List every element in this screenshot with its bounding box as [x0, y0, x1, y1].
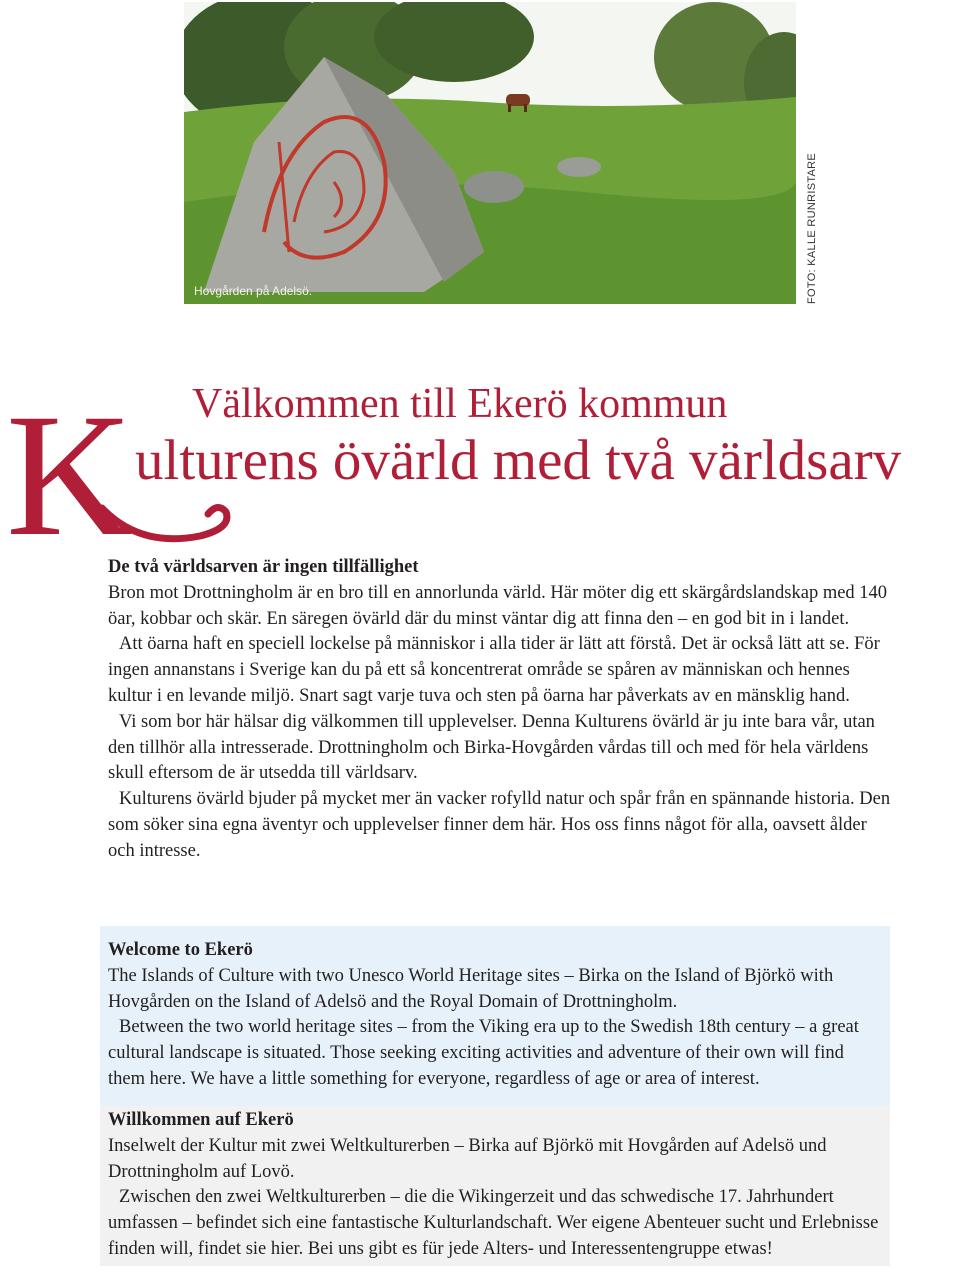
german-heading: Willkommen auf Ekerö	[108, 1110, 294, 1130]
swedish-paragraph: Att öarna haft en speciell lockelse på människor i alla tider är lätt att förstå. Det är också lätt att se. För ingen annanstans i Sverige kan du på ett så koncentrerat område se spåren av människan och hennes kultur i en levande miljö. Snart sagt varje tuva och sten på öarna har påverkats av en mänsklig hand.	[108, 634, 880, 706]
runestone-landscape-image	[184, 2, 796, 304]
photo-credit: FOTO: KALLE RUNRISTARE	[806, 152, 818, 304]
swedish-paragraph: Bron mot Drottningholm är en bro till en annorlunda värld. Här möter dig ett skärgårdslandskap med 140 öar, kobbar och skär. En säregen övärld där du minst väntar dig att finna den – en god bit in i landet.	[108, 582, 888, 629]
german-paragraph: Inselwelt der Kultur mit zwei Weltkulturerben – Birka auf Björkö mit Hovgården auf Adelsö und Drottningholm auf Lovö.	[108, 1135, 827, 1182]
swedish-heading: De två världsarven är ingen tillfällighet	[108, 557, 419, 577]
english-paragraph: The Islands of Culture with two Unesco World Heritage sites – Birka on the Island of Björkö with Hovgården on the Island of Adelsö and the Royal Domain of Drottningholm.	[108, 965, 834, 1012]
initial-swash-ornament	[100, 500, 240, 550]
german-paragraph: Zwischen den zwei Weltkulturerben – die die Wikingerzeit und das schwedische 17. Jahrhundert umfassen – befindet sich eine fantastische Kulturlandschaft. Wer eigene Abenteuer sucht und Erlebnisse finden will, findet sie hier. Bei uns gibt es für jede Alters- und Interessentengruppe etwas!	[108, 1187, 879, 1259]
english-section	[100, 926, 890, 1106]
hero-photo	[184, 2, 796, 304]
english-heading: Welcome to Ekerö	[108, 940, 253, 960]
decorative-initial: K	[6, 378, 134, 573]
swedish-paragraph: Vi som bor här hälsar dig välkommen till upplevelser. Denna Kulturens övärld är ju inte bara vår, utan den tillhör alla intresserade. Drottningholm och Birka-Hovgården vårdas till och med för hela världens skull eftersom de är utsedda till världsarv.	[108, 711, 875, 784]
page-title-line2: ulturens övärld med två världsarv	[135, 429, 902, 492]
english-paragraph: Between the two world heritage sites – from the Viking era up to the Swedish 18th century – a great cultural landscape is situated. Those seeking exciting activities and adventure of their own will find them here. We have a little something for everyone, regardless of age or area of interest.	[108, 1017, 859, 1089]
page-title-line1: Välkommen till Ekerö kommun	[192, 381, 728, 427]
swedish-section	[108, 555, 898, 865]
german-section	[100, 1106, 890, 1266]
photo-caption: Hovgården på Adelsö.	[194, 284, 313, 298]
swedish-paragraph: Kulturens övärld bjuder på mycket mer än vacker rofylld natur och spår från en spännande historia. Den som söker sina egna äventyr och upplevelser finner dem här. Hos oss finns något för alla, oavsett ålder och intresse.	[108, 789, 891, 861]
